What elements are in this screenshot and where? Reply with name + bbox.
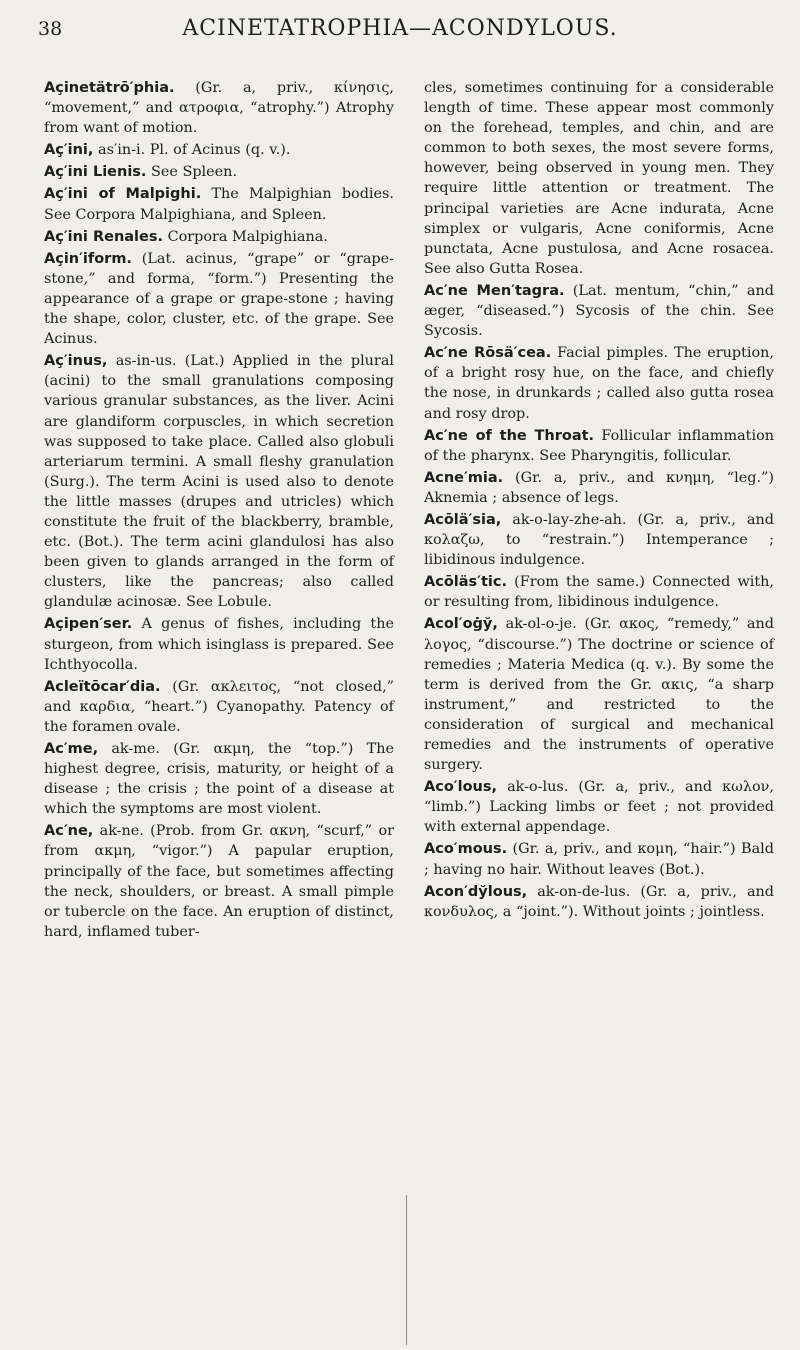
entry-body: (Gr. ακλειτος, “not closed,” and καρδια, “heart.”) Cyanopathy. Patency of the foramen ovale. xyxy=(44,678,395,735)
entry-body: (Gr. a, priv., and κομη, “hair.”) Bald ; having no hair. Without leaves (Bot.). xyxy=(424,841,775,878)
entry-headword: Aco′lous, xyxy=(424,779,497,796)
dictionary-entry xyxy=(424,426,774,466)
entry-headword: Ac′ne Men′tagra. xyxy=(424,282,565,299)
entry-headword: Acōlä′sia, xyxy=(424,511,502,528)
entry-headword: Aç′ini, xyxy=(44,142,94,159)
entry-body: ak-ne. (Prob. from Gr. ακνη, “scurf,” or from ακμη, “vigor.”) A papular eruption, principally of the face, but sometimes affecting the neck, shoulders, or breast. A small pimple or tubercle on the face. An eruption of distinct, hard, inflamed tuber- xyxy=(44,823,394,940)
entry-headword: Acne′mia. xyxy=(424,469,504,486)
entry-headword: Acleïtōcar′dia. xyxy=(44,678,161,695)
dictionary-entry xyxy=(44,184,394,224)
dictionary-entry xyxy=(424,343,774,423)
entry-headword: Aç′ini Renales. xyxy=(44,228,164,245)
dictionary-entry xyxy=(424,839,774,879)
entry-body: ak-ol-o-je. (Gr. ακος, “remedy,” and λογος, “discourse.”) The doctrine or science of remedies ; Materia Medica (q. v.). By some the term is derived from the Gr. ακις, “a sharp instrument,” and restricted to the consideration of surgical and mechanical remedies and the instruments of operative surgery. xyxy=(424,616,774,774)
dictionary-entry xyxy=(44,821,394,942)
entry-headword: Aco′mous. xyxy=(424,841,508,858)
dictionary-entry xyxy=(44,227,394,247)
entry-headword: Açinetätrō′phia. xyxy=(44,80,175,96)
column-divider xyxy=(406,1195,407,1345)
entry-body: (Lat. mentum, “chin,” and æger, “diseased.”) Sycosis of the chin. See Sycosis. xyxy=(424,282,774,340)
entry-body: See Spleen. xyxy=(151,164,238,181)
entry-body: Facial pimples. The eruption, of a bright rosy hue, on the face, and chiefly the nose, in drunkards ; called also gutta rosea and rosy drop. xyxy=(424,345,774,422)
entry-body: (Gr. a, priv., and κνημη, “leg.”) Aknemia ; absence of legs. xyxy=(424,469,774,506)
entry-body: as′in-i. Pl. of Acinus (q. v.). xyxy=(98,142,291,159)
entry-body: (Gr. a, priv., κίνησις, “movement,” and ατροφια, “atrophy.”) Atrophy from want of motion. xyxy=(44,80,394,137)
entry-headword: Ac′ne Rōsä′cea. xyxy=(424,345,552,362)
entry-headword: Aç′ini Lienis. xyxy=(44,164,147,181)
entry-headword: Acol′oġy̆, xyxy=(424,616,498,633)
entry-body: Follicular inflammation of the pharynx. See Pharyngitis, follicular. xyxy=(424,427,774,464)
dictionary-entry xyxy=(44,249,394,349)
running-head xyxy=(0,14,800,54)
dictionary-entry xyxy=(44,739,394,819)
dictionary-entry xyxy=(44,351,394,612)
entry-headword: Aç′ini of Malpighi. xyxy=(44,186,202,203)
entry-headword: Ac′me, xyxy=(44,741,99,757)
dictionary-entry xyxy=(44,140,394,160)
entry-headword: Acon′dy̆lous, xyxy=(424,883,528,900)
entry-body: cles, sometimes continuing for a considerable length of time. These appear most commonly on the forehead, temples, and chin, and are common to both sexes, the most severe forms, however, being observed in young men. They require little attention or treatment. The principal varieties are Acne indurata, Acne simplex or vulgaris, Acne coniformis, Acne punctata, Acne pustulosa, and Acne rosacea. See also Gutta Rosea. xyxy=(424,80,774,277)
left-column xyxy=(44,78,394,944)
entry-headword: Ac′ne, xyxy=(44,823,94,840)
entry-body: Corpora Malpighiana. xyxy=(167,228,328,245)
running-title: ACINETATROPHIA—ACONDYLOUS. xyxy=(182,16,618,41)
dictionary-entry xyxy=(424,572,774,612)
dictionary-entry xyxy=(44,162,394,182)
page-number: 38 xyxy=(38,18,63,40)
entry-headword: Açin′iform. xyxy=(44,250,132,267)
dictionary-entry xyxy=(424,777,774,837)
dictionary-entry xyxy=(424,510,774,570)
entry-body: ak-o-lay-zhe-ah. (Gr. a, priv., and κολαζω, to “restrain.”) Intemperance ; libidinous indulgence. xyxy=(424,511,774,569)
entry-body: ak-on-de-lus. (Gr. a, priv., and κονδυλος, a “joint.”). Without joints ; jointless. xyxy=(424,883,774,920)
entry-headword: Aç′inus, xyxy=(44,353,108,370)
entry-headword: Açipen′ser. xyxy=(44,616,133,633)
right-column xyxy=(424,78,774,924)
entry-headword: Ac′ne of the Throat. xyxy=(424,427,595,444)
dictionary-entry xyxy=(424,882,774,922)
dictionary-entry xyxy=(424,468,774,508)
dictionary-entry xyxy=(424,614,774,775)
entry-headword: Acōläs′tic. xyxy=(424,574,507,591)
entry-body: (Lat. acinus, “grape” or “grape-stone,” and forma, “form.”) Presenting the appearance of a grape or grape-stone ; having the shape, color, cluster, etc. of the grape. See Acinus. xyxy=(44,250,395,348)
entry-body: (From the same.) Connected with, or resulting from, libidinous indulgence. xyxy=(424,574,775,611)
entry-body: ak-o-lus. (Gr. a, priv., and κωλον, “limb.”) Lacking limbs or feet ; not provided with external appendage. xyxy=(424,779,774,836)
dictionary-entry xyxy=(424,78,774,279)
dictionary-entry xyxy=(44,677,394,737)
entry-body: ak-me. (Gr. ακμη, the “top.”) The highest degree, crisis, maturity, or height of a disease ; the crisis ; the point of a disease at which the symptoms are most violent. xyxy=(44,741,394,818)
entry-body: as-in-us. (Lat.) Applied in the plural (acini) to the small granulations composing various granular substances, as the liver. Acini are glandiform corpuscles, in which secretion was supposed to take place. Called also globuli arteriarum termini. A small fleshy granulation (Surg.). The term Acini is used also to denote the little masses (drupes and utricles) which constitute the fruit of the blackberry, bramble, etc. (Bot.). The term acini glandulosi has also been given to glands arranged in the form of clusters, like the pancreas; also called glandulæ acinosæ. See Lobule. xyxy=(44,353,394,611)
dictionary-entry xyxy=(44,614,394,674)
entry-body: The Malpighian bodies. See Corpora Malpighiana, and Spleen. xyxy=(44,186,394,223)
dictionary-entry xyxy=(44,78,394,138)
entry-body: A genus of fishes, including the sturgeon, from which isinglass is prepared. See Ichthyocolla. xyxy=(44,616,395,673)
dictionary-entry xyxy=(424,281,774,341)
